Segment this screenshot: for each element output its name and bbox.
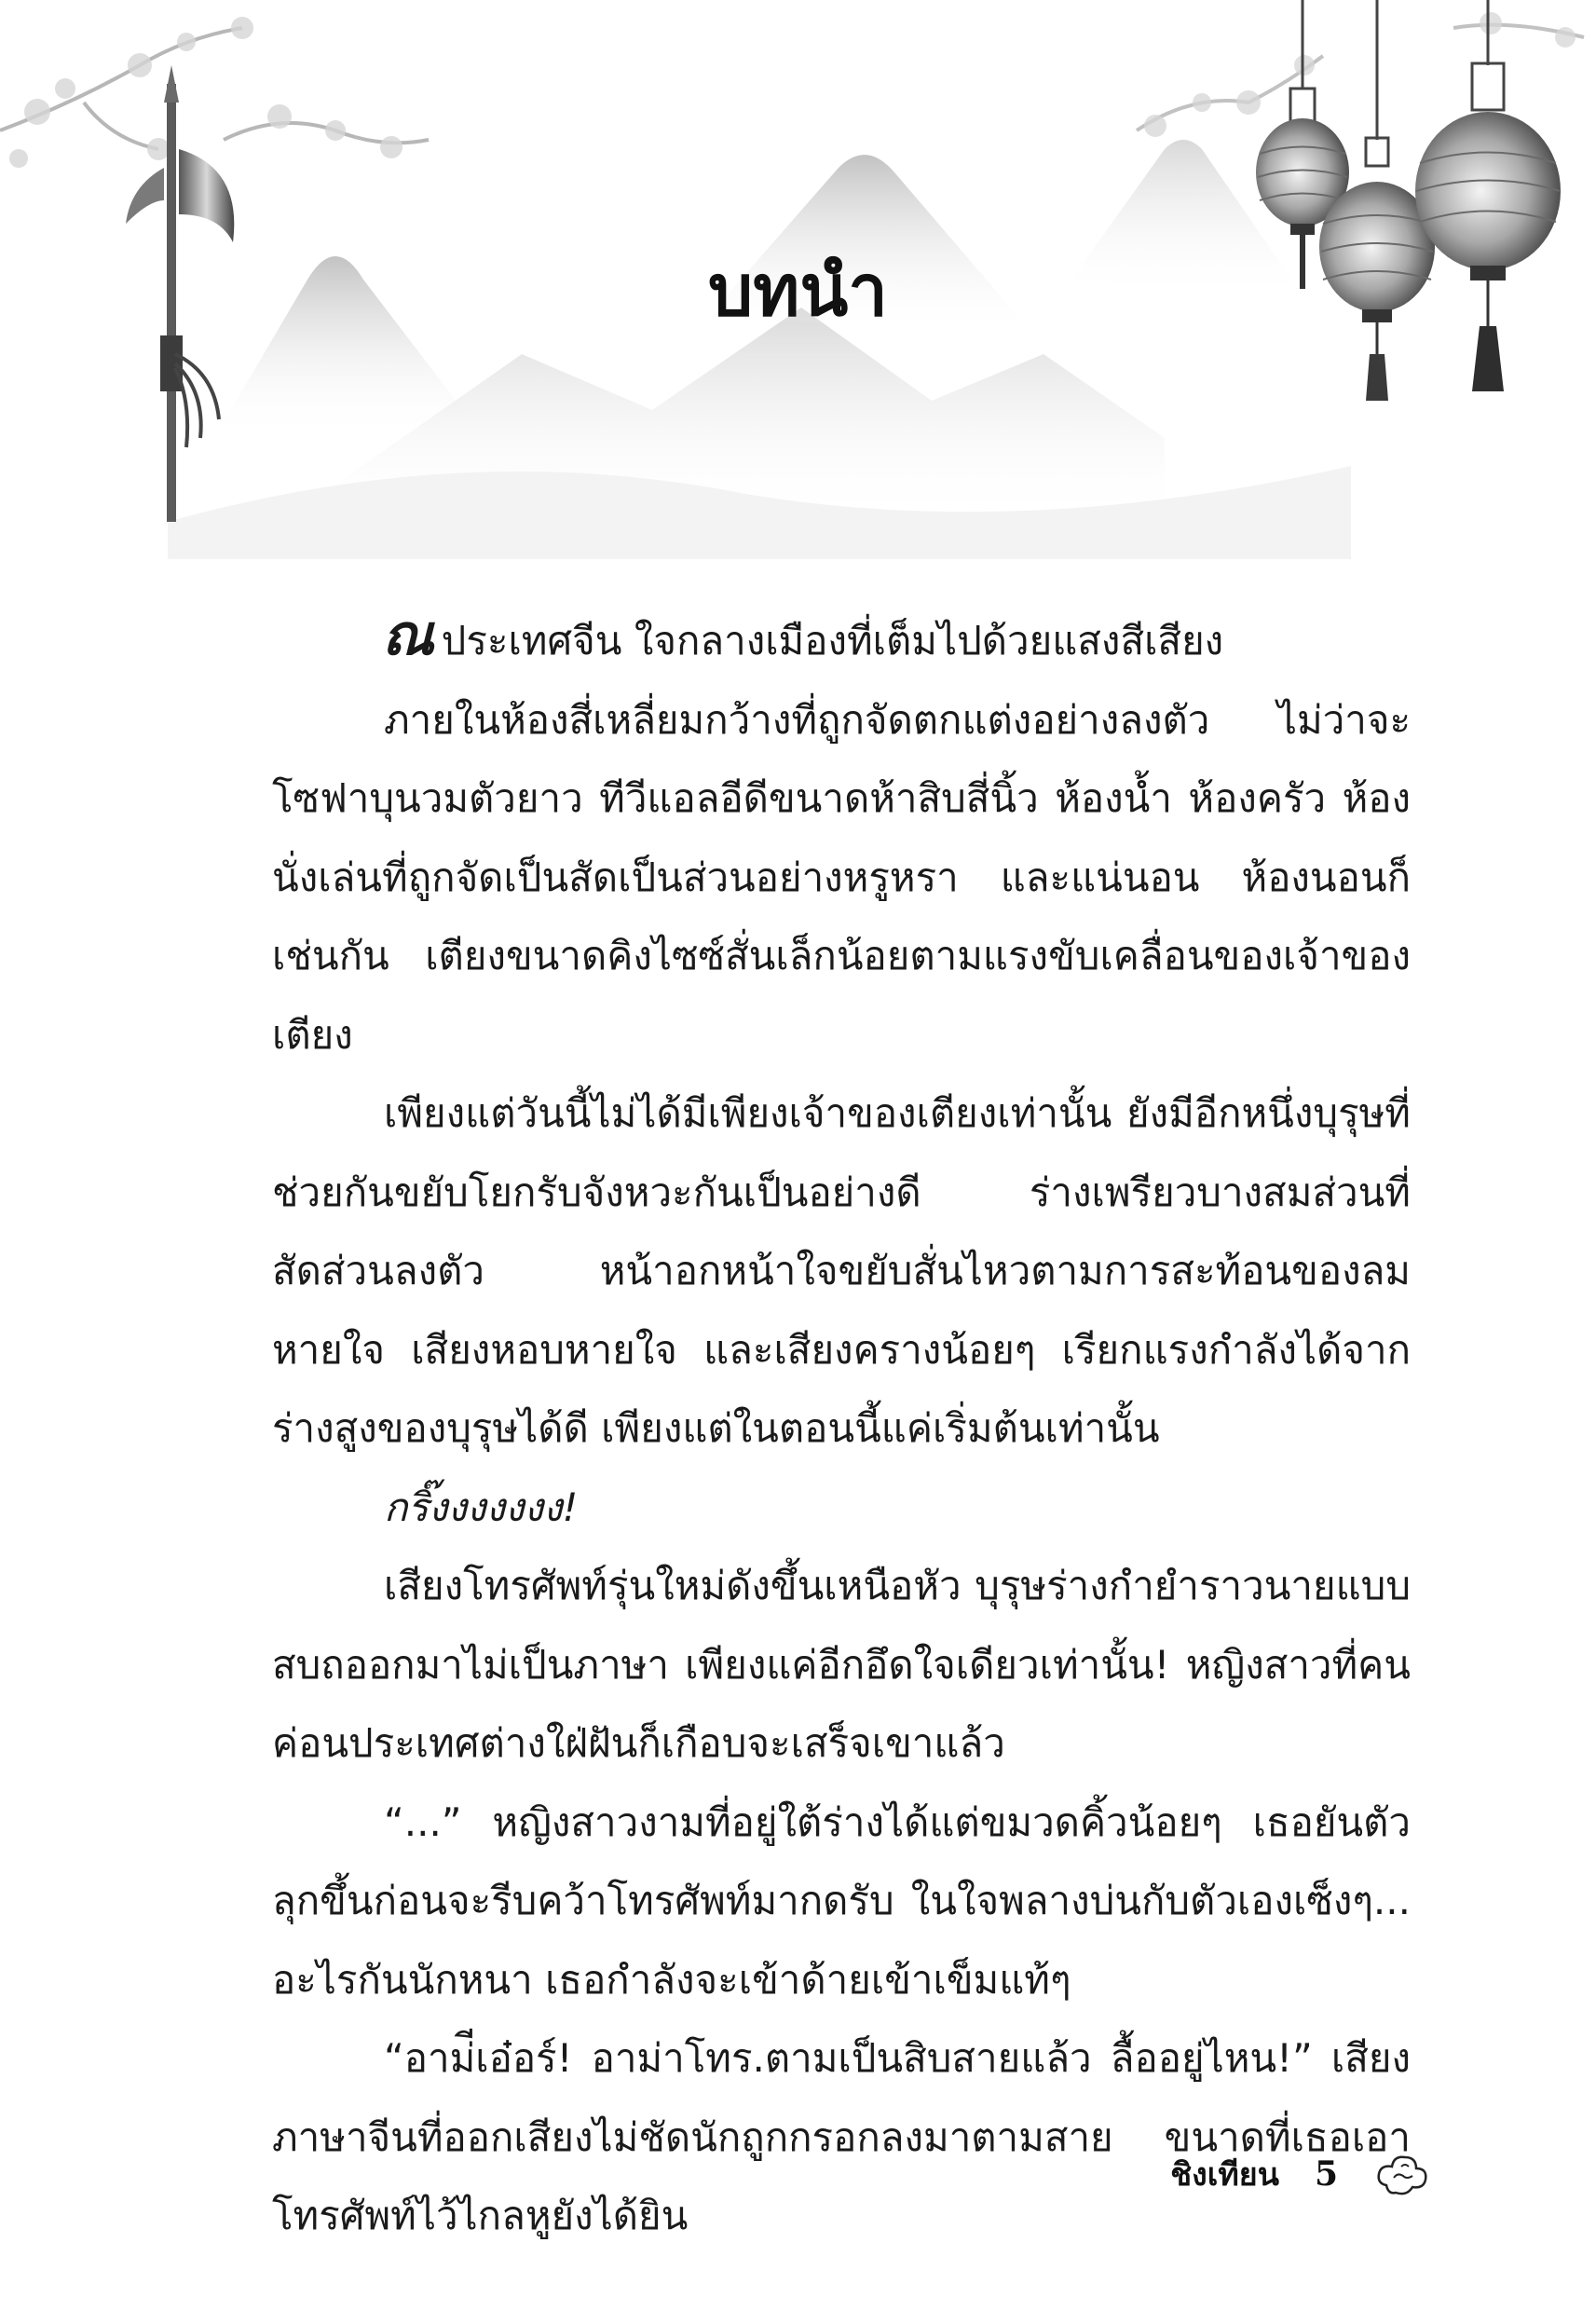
paragraph-5: เสียงโทรศัพท์รุ่นใหม่ดังขึ้นเหนือหัว บุรุษร่างกำยำราวนายแบบสบถออกมาไม่เป็นภาษา เพียงแค่อีกอึดใจเดียวเท่านั้น! หญิงสาวที่คนค่อนประเทศต่างใฝ่ฝันก็เกือบจะเสร็จเขาแล้ว [272,1563,1411,1766]
paragraph-7: “อาม่ีเอ๋อร์! อาม่าโทร.ตามเป็นสิบสายแล้ว ลื้ออยู่ไหน!” เสียงภาษาจีนที่ออกเสียงไม่ชัดนักถูกกรอกลงมาตามสาย ขนาดที่เธอเอาโทรศัพท์ไว้ไกลหูยังได้ยิน [272,2035,1411,2238]
drop-word: ณ [382,603,434,668]
cloud-ornament-icon [1373,2146,1433,2202]
paragraph-4: กริ๊งงงงงงง! [384,1484,579,1530]
blossoms-left [9,17,402,168]
page-number: 5 [1314,2154,1338,2194]
paragraph-6: “...” หญิงสาวงามที่อยู่ใต้ร่างได้แต่ขมวดคิ้วน้อยๆ เธอยันตัวลุกขึ้นก่อนจะรีบคว้าโทรศัพท์มากดรับ ในใจพลางบ่นกับตัวเองเซ็งๆ... อะไรกันนักหนา เธอกำลังจะเข้าด้ายเข้าเข็มแท้ๆ [272,1798,1411,2003]
paragraph-1 [272,596,1411,681]
page-footer [1170,2146,1433,2202]
paragraph-1-text: ประเทศจีน ใจกลางเมืองที่เต็มไปด้วยแสงสีเสียง [441,618,1224,663]
blossom-branch-right [1137,25,1584,130]
paragraph-2: ภายในห้องสี่เหลี่ยมกว้างที่ถูกจัดตกแต่งอย่างลงตัว ไม่ว่าจะโซฟาบุนวมตัวยาว ทีวีแอลอีดีขนาดห้าสิบสี่นิ้ว ห้องน้ำ ห้องครัว ห้องนั่งเล่นที่ถูกจัดเป็นสัดเป็นส่วนอย่างหรูหรา และแน่นอน ห้องนอนก็เช่นกัน เตียงขนาดคิงไซซ์สั่นเล็กน้อยตามแรงขับเคลื่อนของเจ้าของเตียง [272,696,1411,1058]
footer-book-title: ชิงเทียน [1170,2156,1279,2194]
chapter-title: บทนำ [708,249,888,332]
mountain-range [168,140,1351,559]
body-text [272,596,1411,2256]
paragraph-3: เพียงแต่วันนี้ไม่ได้มีเพียงเจ้าของเตียงเท่านั้น ยังมีอีกหนึ่งบุรุษที่ช่วยกันขยับโยกรับจังหวะกันเป็นอย่างดี ร่างเพรียวบางสมส่วนที่สัดส่วนลงตัว หน้าอกหน้าใจขยับสั่นไหวตามการสะท้อนของลมหายใจ เสียงหอบหายใจ และเสียงครางน้อยๆ เรียกแรงกำลังได้จากร่างสูงของบุรุษได้ดี เพียงแต่ในตอนนี้แค่เริ่มต้นเท่านั้น [272,1090,1411,1451]
